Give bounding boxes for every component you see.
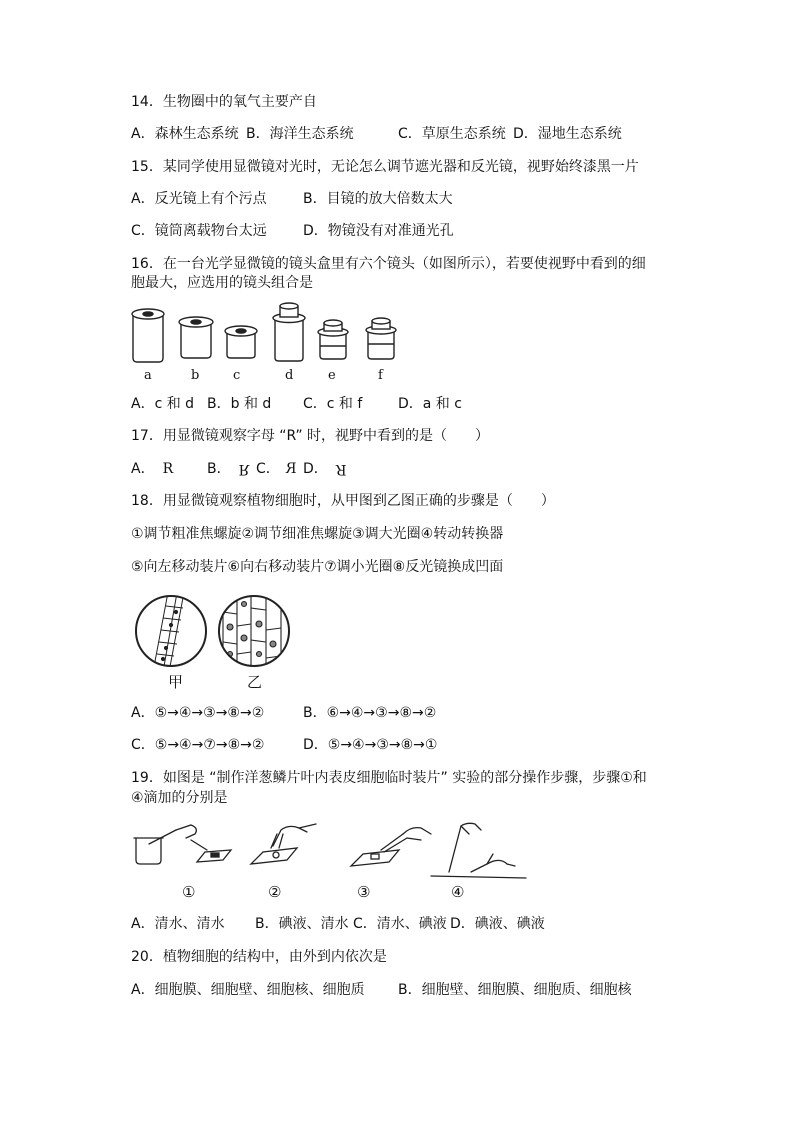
step1-dropper-icon [134, 825, 231, 864]
q15-stem: 15．某同学使用显微镜对光时，无论怎么调节遮光器和反光镜，视野始终漆黑一片 [131, 159, 639, 175]
q14-stem: 14．生物圈中的氧气主要产自 [131, 94, 317, 110]
q19-option-c: C．清水、碘液 [353, 916, 447, 932]
step-label-1: ① [182, 883, 196, 901]
lens-e-icon [318, 320, 348, 359]
q17-option-d-label: D． [303, 461, 328, 477]
q16-option-b: B．b 和 d [207, 396, 272, 412]
lens-f-icon [366, 318, 396, 359]
q18-option-a: A．⑤→④→③→⑧→② [131, 705, 265, 721]
step-label-3: ③ [357, 883, 371, 901]
q19-option-a: A．清水、清水 [131, 916, 225, 932]
q14-option-c: C．草原生态系统 [398, 126, 506, 142]
q17-glyph-vflip: R [238, 461, 250, 477]
q17-option-b [207, 459, 249, 479]
q17-glyph-upright: R [162, 461, 174, 477]
view-label-yi: 乙 [247, 673, 263, 691]
step4-stain-icon [431, 823, 526, 878]
q16-stem-line2: 胞最大，应选用的镜头组合是 [131, 275, 313, 291]
q15-option-d: D．物镜没有对准通光孔 [303, 223, 454, 239]
q14-option-d: D．湿地生态系统 [513, 126, 622, 142]
q17-glyph-hflip: R [285, 461, 297, 477]
q18-option-c: C．⑤→④→⑦→⑧→② [131, 737, 265, 753]
step-label-4: ④ [451, 883, 465, 901]
q17-glyph-rotated: R [335, 461, 347, 477]
lens-b-icon [179, 317, 213, 358]
lens-figure [125, 300, 415, 390]
view-label-jia: 甲 [168, 673, 184, 691]
q18-option-d: D．⑤→④→③→⑧→① [303, 737, 438, 753]
q15-option-c: C．镜筒离载物台太远 [131, 223, 267, 239]
q16-option-c: C．c 和 f [303, 396, 363, 412]
slide-steps-figure [131, 820, 531, 886]
lens-label-a: a [144, 368, 152, 383]
q17-stem: 17．用显微镜观察字母 “R” 时，视野中看到的是（ ） [131, 428, 490, 444]
lens-label-f: f [378, 368, 383, 383]
q18-steps-line1: ①调节粗准焦螺旋②调节细准焦螺旋③调大光圈④转动转换器 [131, 526, 504, 542]
q16-option-d: D．a 和 c [398, 396, 462, 412]
q17-option-b-label: B． [207, 461, 231, 477]
lens-d-icon [273, 303, 305, 361]
q20-option-a: A．细胞膜、细胞壁、细胞核、细胞质 [131, 982, 365, 998]
q18-steps-line2: ⑤向左移动装片⑥向右移动装片⑦调小光圈⑧反光镜换成凹面 [131, 559, 504, 575]
q16-stem-line1: 16．在一台光学显微镜的镜头盒里有六个镜头（如图所示），若要使视野中看到的细 [131, 256, 646, 272]
lens-label-e: e [328, 368, 336, 383]
q17-option-d [303, 459, 346, 479]
q20-stem: 20．植物细胞的结构中，由外到内依次是 [131, 949, 387, 965]
q20-option-b: B．细胞壁、细胞膜、细胞质、细胞核 [398, 982, 632, 998]
lens-a-icon [132, 309, 164, 362]
q17-option-c [256, 459, 296, 479]
step2-place-specimen-icon [251, 824, 316, 864]
q17-option-a [131, 459, 173, 479]
q15-option-a: A．反光镜上有个污点 [131, 191, 267, 207]
view-jia-icon [153, 592, 185, 670]
lens-c-icon [225, 326, 257, 358]
lens-label-c: c [233, 368, 241, 383]
q19-option-b: B．碘液、清水 [255, 916, 349, 932]
microscope-views-figure [133, 592, 298, 670]
step3-cover-slip-icon [351, 828, 431, 866]
q19-stem-line1: 19．如图是 “制作洋葱鳞片叶内表皮细胞临时装片” 实验的部分操作步骤，步骤①和 [131, 770, 647, 786]
lens-label-b: b [191, 368, 200, 383]
q18-option-b: B．⑥→④→③→⑧→② [303, 705, 437, 721]
q15-option-b: B．目镜的放大倍数太大 [303, 191, 453, 207]
q14-option-a: A．森林生态系统 [131, 126, 239, 142]
q19-stem-line2: ④滴加的分别是 [131, 790, 228, 806]
q19-option-d: D．碘液、碘液 [450, 916, 545, 932]
q16-option-a: A．c 和 d [131, 396, 195, 412]
q14-option-b: B．海洋生态系统 [246, 126, 354, 142]
q17-option-a-label: A． [131, 461, 155, 477]
q18-stem: 18．用显微镜观察植物细胞时，从甲图到乙图正确的步骤是（ ） [131, 493, 555, 509]
step-label-2: ② [268, 883, 282, 901]
q17-option-c-label: C． [256, 461, 280, 477]
lens-label-d: d [285, 368, 294, 383]
